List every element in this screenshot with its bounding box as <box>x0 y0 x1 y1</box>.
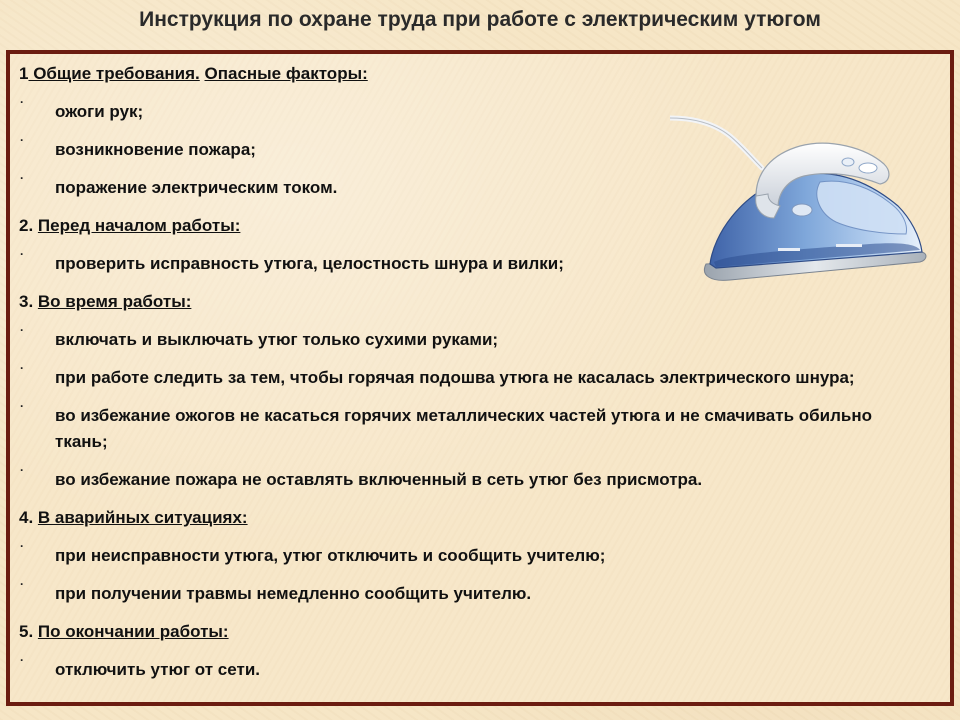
list-item <box>19 539 929 569</box>
list-item-text: во избежание ожогов не касаться горячих металлических частей утюга и не смачивать обильно ткань; <box>55 406 872 451</box>
list-item-text: при работе следить за тем, чтобы горячая подошва утюга не касалась электрического шнура; <box>55 368 855 387</box>
section-heading-1 <box>19 61 929 87</box>
list-item-text: при неисправности утюга, утюг отключить и сообщить учителю; <box>55 546 606 565</box>
bullet-icon: · <box>20 539 24 553</box>
section-number: 4. <box>19 508 38 527</box>
list-item <box>19 463 929 493</box>
list-item <box>19 133 929 163</box>
list-item-text: возникновение пожара; <box>55 140 256 159</box>
section-heading-4 <box>19 505 929 531</box>
section-number: 2. <box>19 216 38 235</box>
page-title: Инструкция по охране труда при работе с электрическим утюгом <box>139 8 821 31</box>
list-item-text: поражение электрическим током. <box>55 178 338 197</box>
bullet-icon: · <box>20 323 24 337</box>
section-title: Перед началом работы: <box>37 216 241 235</box>
list-item-text: проверить исправность утюга, целостность шнура и вилки; <box>55 254 564 273</box>
section-subtitle: Опасные факторы: <box>204 64 368 83</box>
section-heading-3 <box>19 289 929 315</box>
section-title: Во время работы: <box>37 292 192 311</box>
list-item-text: во избежание пожара не оставлять включенный в сеть утюг без присмотра. <box>55 470 703 489</box>
bullet-icon: · <box>20 577 24 591</box>
bullet-icon: · <box>20 653 24 667</box>
bullet-icon: · <box>20 171 24 185</box>
list-item <box>19 653 929 683</box>
section-number: 3. <box>19 292 38 311</box>
bullet-icon: · <box>20 95 24 109</box>
list-item <box>19 577 929 607</box>
section-title: По окончании работы: <box>37 622 229 641</box>
bullet-icon: · <box>20 361 24 375</box>
list-item-text: включать и выключать утюг только сухими руками; <box>55 330 499 349</box>
instruction-panel <box>6 50 954 706</box>
bullet-icon: · <box>20 399 24 413</box>
section-number: 5. <box>19 622 38 641</box>
list-item <box>19 95 929 125</box>
section-title: Общие требования. <box>28 64 200 83</box>
section-title: В аварийных ситуациях: <box>37 508 248 527</box>
section-number: 1 <box>19 64 29 83</box>
instruction-content <box>19 61 929 695</box>
list-item <box>19 171 929 201</box>
bullet-icon: · <box>20 247 24 261</box>
list-item-text: при получении травмы немедленно сообщить учителю. <box>55 584 532 603</box>
section-heading-2 <box>19 213 929 239</box>
list-item <box>19 247 929 277</box>
list-item-text: ожоги рук; <box>55 102 144 121</box>
list-item <box>19 361 929 391</box>
list-item <box>19 323 929 353</box>
bullet-icon: · <box>20 463 24 477</box>
list-item <box>19 399 929 455</box>
list-item-text: отключить утюг от сети. <box>55 660 260 679</box>
bullet-icon: · <box>20 133 24 147</box>
section-heading-5 <box>19 619 929 645</box>
